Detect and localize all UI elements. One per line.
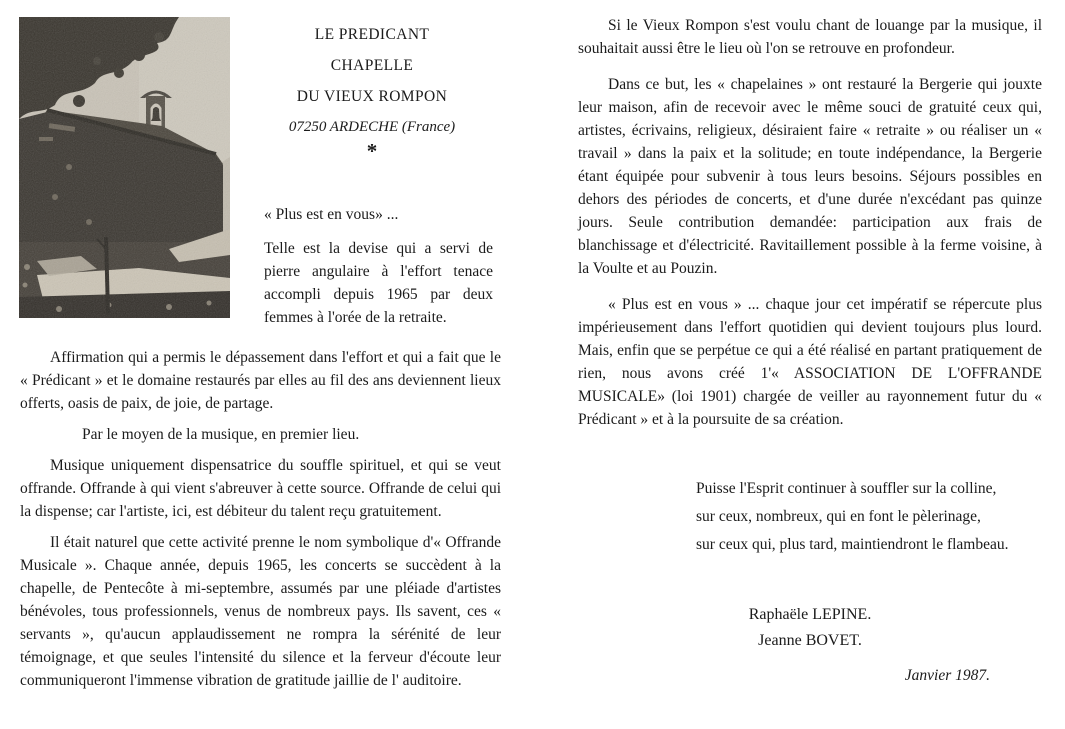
- motto-paragraph: Telle est la devise qui a servi de pierre angulaire à l'effort tenace accompli depuis 1965 par deux femmes à l'orée de la retraite.: [264, 240, 493, 326]
- closing-verse: [696, 475, 1042, 559]
- left-column: [20, 346, 501, 700]
- chapel-photo: [19, 17, 230, 318]
- title-line-rompon: DU VIEUX ROMPON: [296, 88, 448, 105]
- signature-name: Jeanne BOVET.: [758, 632, 862, 649]
- title-address: 07250 ARDECHE (France): [288, 119, 456, 135]
- right-column: [578, 14, 1042, 714]
- title-line-predicant: LE PREDICANT: [314, 26, 430, 43]
- paragraph: « Plus est en vous » ... chaque jour cet impératif se répercute plus impérieusement dans l'effort quotidien qui devient toujours plus lourd. Mais, enfin que se perpétue ce qui a été réalisé en partant pratiquement de rien, nous avons créé 1'« ASSOCIATION DE L'OFFRANDE MUSICALE» (loi 1901) chargée de veiller au rayonnement futur du « Prédicant » et à la poursuite de sa création.: [578, 296, 1042, 428]
- closing-line: sur ceux qui, plus tard, maintiendront le flambeau.: [696, 536, 1009, 553]
- title-line-chapelle: CHAPELLE: [330, 57, 414, 74]
- chapel-photo-illustration: [19, 17, 230, 318]
- asterisk-separator: *: [366, 139, 378, 163]
- signature-block: [578, 602, 1042, 687]
- date-line: Janvier 1987.: [904, 667, 990, 684]
- paragraph: Musique uniquement dispensatrice du souffle spirituel, et qui se veut offrande. Offrande à qui vient s'abreuver à cette source. Offrande de celui qui la dispense; car l'artiste, ici, est débiteur du talent reçu gratuitement.: [20, 457, 501, 520]
- lead-block: [264, 203, 493, 329]
- title-block: [252, 26, 492, 163]
- paragraph: Affirmation qui a permis le dépassement dans l'effort et qui a fait que le « Prédicant » et le domaine restaurés par elles au fil des ans deviennent lieux offerts, oasis de paix, de joie, de partage.: [20, 349, 501, 412]
- closing-line: sur ceux, nombreux, qui en font le pèlerinage,: [696, 508, 981, 525]
- closing-line: Puisse l'Esprit continuer à souffler sur la colline,: [696, 480, 997, 497]
- motto-heading: « Plus est en vous» ...: [264, 206, 399, 223]
- paragraph: Si le Vieux Rompon s'est voulu chant de louange par la musique, il souhaitait aussi être le lieu où l'on se retrouve en profondeur.: [578, 17, 1042, 57]
- paragraph: Par le moyen de la musique, en premier lieu.: [82, 426, 360, 443]
- signature-name: Raphaële LEPINE.: [748, 606, 872, 623]
- paragraph: Dans ce but, les « chapelaines » ont restauré la Bergerie qui jouxte leur maison, afin de recevoir avec le même souci de gratuité ceux qui, artistes, écrivains, religieux, désiraient faire « retraite » ou réaliser un « travail » dans la paix et la solitude; en toute indépendance, la Bergerie étant équipée pour subvenir à tous leurs besoins. Séjours possibles en dehors des périodes de concerts, et d'une durée n'excédant pas quinze jours. Seule contribution demandée: participation aux frais de blanchissage et d'électricité. Ravitaillement possible à la ferme voisine, à la Voulte et au Pouzin.: [578, 76, 1042, 277]
- paragraph: Il était naturel que cette activité prenne le nom symbolique d'« Offrande Musicale ». Chaque année, depuis 1965, les concerts se succèdent à la chapelle, de Pentecôte à mi-septembre, assumés par une pléiade d'artistes bénévoles, tous professionnels, venus de nombreux pays. Ils savent, ces « servants », qu'aucun applaudissement ne rompra la sérénité de leur témoignage, et que seules l'intensité du silence et la ferveur d'écoute leur communiqueront l'immense vibration de gratitude jaillie de l' auditoire.: [20, 534, 501, 689]
